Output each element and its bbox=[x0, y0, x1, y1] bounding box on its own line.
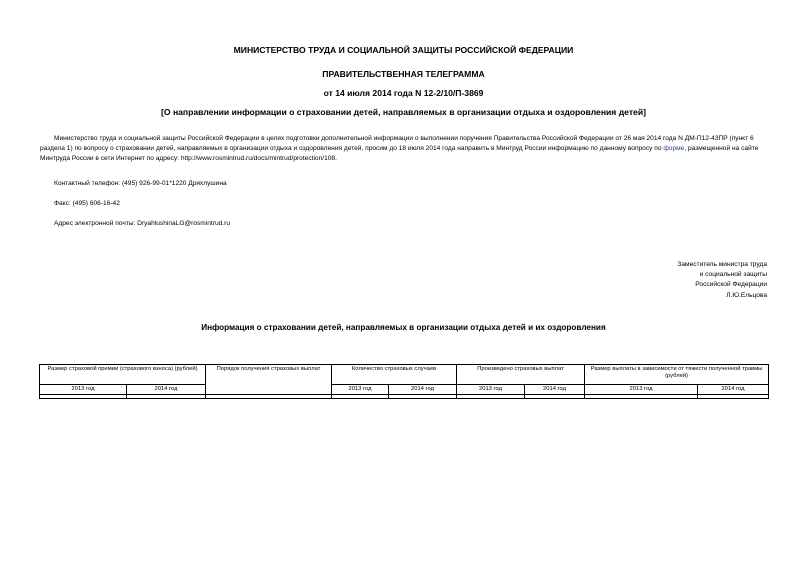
document-type-heading: ПРАВИТЕЛЬСТВЕННАЯ ТЕЛЕГРАММА bbox=[322, 69, 485, 79]
table-cell bbox=[585, 395, 698, 399]
ministry-heading: МИНИСТЕРСТВО ТРУДА И СОЦИАЛЬНОЙ ЗАЩИТЫ РОССИЙСКОЙ ФЕДЕРАЦИИ bbox=[233, 45, 574, 55]
paid-2014: 2014 год bbox=[525, 385, 585, 395]
document-date-number: от 14 июля 2014 года N 12-2/10/П-3869 bbox=[323, 88, 484, 98]
paragraph-text-part2: , размещенной на сайте Минтруда России в сети Интернет по адресу: http://www.rosmintrud.ru/docs/mintrud/protection/108. bbox=[40, 145, 759, 163]
contact-fax: Факс: (495) 606-16-42 bbox=[54, 200, 120, 207]
paid-2013: 2013 год bbox=[457, 385, 525, 395]
table-cell bbox=[127, 395, 206, 399]
cases-2013: 2013 год bbox=[332, 385, 389, 395]
insurance-info-table bbox=[39, 364, 769, 399]
signature-position-line3: Российской Федерации bbox=[695, 281, 767, 289]
table-year-row bbox=[40, 385, 769, 395]
header-amount: Размер выплаты в зависимости от тяжести полученной травмы (рублей) bbox=[585, 365, 769, 385]
contact-phone: Контактный телефон: (495) 926-99-01*1220 Дряхлушина bbox=[54, 180, 227, 187]
main-paragraph bbox=[40, 134, 768, 165]
signature-position-line1: Заместитель министра труда bbox=[677, 261, 767, 268]
header-procedure: Порядок получения страховых выплат bbox=[206, 365, 332, 395]
table-cell bbox=[525, 395, 585, 399]
signature-name: Л.Ю.Ельцова bbox=[726, 291, 767, 299]
contact-email: Адрес электронной почты: DryahlushinaLG@rosmintrud.ru bbox=[54, 220, 230, 227]
form-link[interactable]: форме bbox=[663, 145, 685, 153]
header-paid: Произведено страховых выплат bbox=[457, 365, 585, 385]
table-cell bbox=[457, 395, 525, 399]
table-title: Информация о страховании детей, направляемых в организации отдыха детей и их оздоровления bbox=[201, 323, 606, 332]
header-cases: Количество страховых случаев bbox=[332, 365, 457, 385]
table-row bbox=[40, 395, 769, 399]
table-cell bbox=[206, 395, 332, 399]
table-header-row bbox=[40, 365, 769, 385]
amount-2013: 2013 год bbox=[585, 385, 698, 395]
signature-position-line2: и социальной защиты bbox=[699, 271, 767, 279]
amount-2014: 2014 год bbox=[698, 385, 769, 395]
table-cell bbox=[332, 395, 389, 399]
table-cell bbox=[40, 395, 127, 399]
document-subject: [О направлении информации о страховании детей, направляемых в организации отдыха и оздоровления детей] bbox=[161, 107, 646, 117]
table-cell bbox=[698, 395, 769, 399]
signature-block bbox=[677, 260, 767, 301]
premium-2013: 2013 год bbox=[40, 385, 127, 395]
header-premium: Размер страховой премии (страхового взноса) (рублей) bbox=[40, 365, 206, 385]
premium-2014: 2014 год bbox=[127, 385, 206, 395]
cases-2014: 2014 год bbox=[389, 385, 457, 395]
table-cell bbox=[389, 395, 457, 399]
paragraph-text-part1: Министерство труда и социальной защиты Российской Федерации в целях подготовки дополнительной информации о выполнении поручения Правительства Российской Федерации от 26 мая 2014 года N ДМ-П12-43ПР (пункт 6 раздела 1) по вопросу о страховании детей, направляемых в организации отдыха и оздоровления детей, просим до 18 июля 2014 года направить в Минтруд России информацию по данному вопросу по bbox=[40, 135, 754, 153]
